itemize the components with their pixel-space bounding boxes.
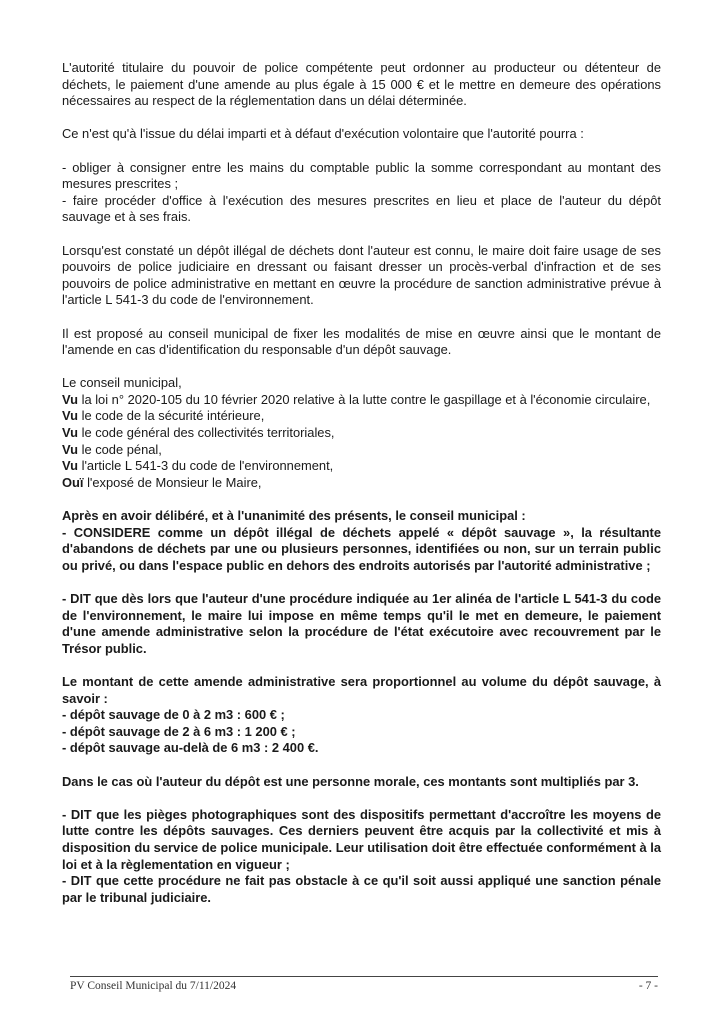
vu-line: Vu la loi n° 2020-105 du 10 février 2020 relative à la lutte contre le gaspillage et à l'économie circulaire, xyxy=(62,391,651,407)
paragraph-delai: Ce n'est qu'à l'issue du délai imparti et à défaut d'exécution volontaire que l'autorité pourra : xyxy=(62,126,584,142)
tarif-item: - dépôt sauvage de 2 à 6 m3 : 1 200 € ; xyxy=(62,723,296,739)
footer-title: PV Conseil Municipal du 7/11/2024 xyxy=(70,980,237,992)
decision-dit-sanction: - DIT que cette procédure ne fait pas obstacle à ce qu'il soit aussi appliqué une sanction pénale par le tribunal judiciaire. xyxy=(62,873,661,905)
montant-intro: Le montant de cette amende administrative sera proportionnel au volume du dépôt sauvage, à savoir : xyxy=(62,673,661,706)
vu-line: Vu l'article L 541-3 du code de l'environnement, xyxy=(62,458,334,474)
tarif-item: - dépôt sauvage au-delà de 6 m3 : 2 400 €. xyxy=(62,740,319,756)
paragraph-proposition: Il est proposé au conseil municipal de fixer les modalités de mise en œuvre ainsi que le montant de l'amende en cas d'identification du responsable d'un dépôt sauvage. xyxy=(62,325,661,358)
page-footer xyxy=(70,976,658,992)
oui-line: Ouï l'exposé de Monsieur le Maire, xyxy=(62,474,262,490)
page-number: - 7 - xyxy=(638,980,658,992)
paragraph-constat: Lorsqu'est constaté un dépôt illégal de déchets dont l'auteur est connu, le maire doit faire usage de ses pouvoirs de police judiciaire en dressant ou faisant dresser un procès-verbal d'infraction et de ses pouvoirs de police administrative en mettant en œuvre la procédure de sanction administrative prévue à l'article L 541-3 du code de l'environnement. xyxy=(62,242,661,308)
decision-dit-pieges: - DIT que les pièges photographiques sont des dispositifs permettant d'accroître les moyens de lutte contre les dépôts sauvages. Ces derniers peuvent être acquis par la collectivité et mis à disposition du service de police municipale. Leur utilisation doit être effectuée conformément à la loi et à la règlementation en vigueur ; xyxy=(62,806,661,872)
decision-dit-amende: - DIT que dès lors que l'auteur d'une procédure indiquée au 1er alinéa de l'article L 541-3 du code de l'environnement, le maire lui impose en même temps qu'il le met en demeure, le paiement d'une amende administrative selon la procédure de l'état exécutoire avec recouvrement par le Trésor public. xyxy=(62,591,661,656)
document-body xyxy=(62,60,661,906)
vu-line: Vu le code général des collectivités territoriales, xyxy=(62,425,335,441)
paragraph-conseil: Le conseil municipal, xyxy=(62,375,182,391)
decision-intro: Après en avoir délibéré, et à l'unanimité des présents, le conseil municipal : xyxy=(62,508,526,524)
tarif-item: - dépôt sauvage de 0 à 2 m3 : 600 € ; xyxy=(62,707,285,723)
personne-morale-paragraph: Dans le cas où l'auteur du dépôt est une personne morale, ces montants sont multipliés par 3. xyxy=(62,773,639,789)
paragraph-consigner: - obliger à consigner entre les mains du comptable public la somme correspondant au montant des mesures prescrites ; xyxy=(62,159,661,192)
paragraph-amende: L'autorité titulaire du pouvoir de police compétente peut ordonner au producteur ou détenteur de déchets, le paiement d'une amende au plus égale à 15 000 € et le mettre en demeure des opérations nécessaires au respect de la réglementation dans un délai déterminée. xyxy=(62,60,661,109)
vu-line: Vu le code de la sécurité intérieure, xyxy=(62,408,265,424)
decision-considere: - CONSIDERE comme un dépôt illégal de déchets appelé « dépôt sauvage », la résultante d'abandons de déchets par une ou plusieurs personnes, identifiées ou non, sur un terrain public ou privé, ou dans l'espace public en dehors des endroits autorisés par l'autorité administrative ; xyxy=(62,524,661,573)
paragraph-office: - faire procéder d'office à l'exécution des mesures prescrites en lieu et place de l'auteur du dépôt sauvage et à ses frais. xyxy=(62,192,661,225)
vu-line: Vu le code pénal, xyxy=(62,441,162,457)
